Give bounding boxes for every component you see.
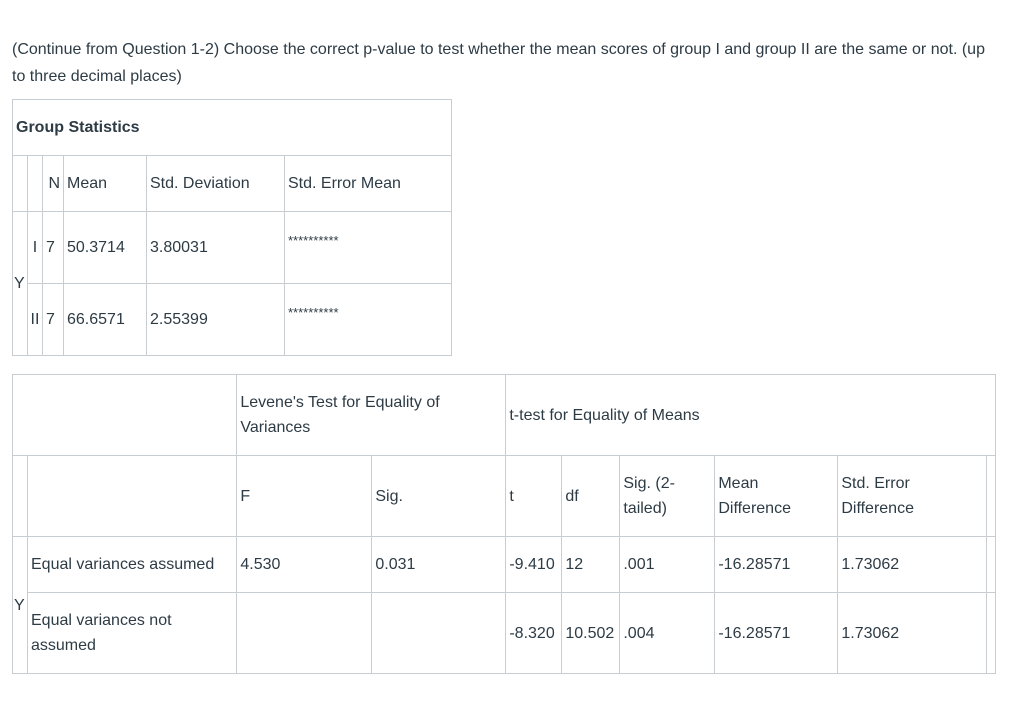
cell-std-dev: 3.80031	[147, 212, 285, 284]
levene-header: Levene's Test for Equality of Variances	[237, 375, 506, 456]
cell-se-diff: 1.73062	[838, 593, 987, 674]
cell-n: 7	[43, 212, 64, 284]
header-std-err: Std. Error Mean	[285, 156, 452, 212]
cell-f	[237, 593, 372, 674]
cell-df: 12	[562, 537, 620, 593]
group-label: I	[28, 212, 43, 284]
header-n: N	[43, 156, 64, 212]
header-se-diff: Std. Error Difference	[838, 456, 987, 537]
table-title: Group Statistics	[13, 100, 452, 156]
cell-mean: 50.3714	[64, 212, 147, 284]
cell-mean-diff: -16.28571	[715, 537, 838, 593]
var-label: Y	[13, 212, 28, 356]
header-mean: Mean	[64, 156, 147, 212]
cell-t: -8.320	[506, 593, 562, 674]
var-label: Y	[13, 537, 28, 674]
ttest-header: t-test for Equality of Means	[506, 375, 996, 456]
row-label: Equal variances not assumed	[28, 593, 237, 674]
cell-df: 10.502	[562, 593, 620, 674]
question-text: (Continue from Question 1-2) Choose the correct p-value to test whether the mean scores of group I and group II are the same or not. (up to three decimal places)	[12, 41, 985, 85]
row-label: Equal variances assumed	[28, 537, 237, 593]
cell-sig2: .004	[620, 593, 715, 674]
table-row	[13, 212, 452, 284]
cell-mean-diff: -16.28571	[715, 593, 838, 674]
cell-sig2: .001	[620, 537, 715, 593]
group-label: II	[28, 284, 43, 356]
cell-mean: 66.6571	[64, 284, 147, 356]
table-row	[13, 284, 452, 356]
header-f: F	[237, 456, 372, 537]
table-row	[13, 593, 996, 674]
cell-std-dev: 2.55399	[147, 284, 285, 356]
header-sig: Sig.	[372, 456, 506, 537]
header-sig2: Sig. (2-tailed)	[620, 456, 715, 537]
cell-std-err: **********	[285, 284, 452, 356]
table-row	[13, 156, 452, 212]
cell-f: 4.530	[237, 537, 372, 593]
header-t: t	[506, 456, 562, 537]
header-mean-diff: Mean Difference	[715, 456, 838, 537]
cell-n: 7	[43, 284, 64, 356]
table-row	[13, 375, 996, 456]
cell-t: -9.410	[506, 537, 562, 593]
header-std-dev: Std. Deviation	[147, 156, 285, 212]
cell-sig: 0.031	[372, 537, 506, 593]
table-row	[13, 537, 996, 593]
table-row	[13, 100, 452, 156]
cell-se-diff: 1.73062	[838, 537, 987, 593]
table-row	[13, 456, 996, 537]
independent-samples-test-table	[12, 374, 996, 674]
group-statistics-table	[12, 99, 452, 356]
cell-std-err: **********	[285, 212, 452, 284]
header-df: df	[562, 456, 620, 537]
cell-sig	[372, 593, 506, 674]
